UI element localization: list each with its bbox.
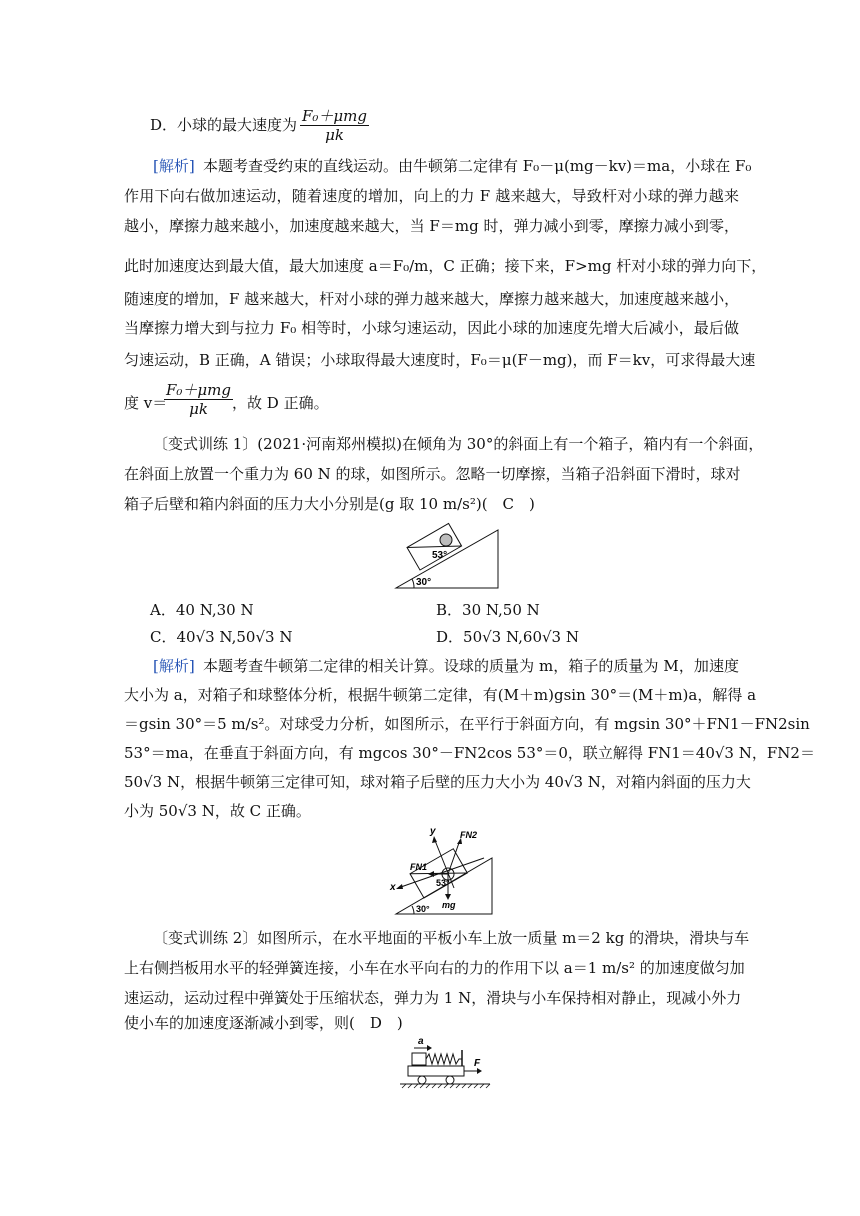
figure-box-on-incline [370, 522, 500, 594]
acceleration-arrow-head [427, 1045, 432, 1051]
ground-hatching [402, 1084, 490, 1088]
analysis-last-line [124, 382, 524, 424]
slope-angle-arc [412, 906, 414, 914]
mg-label: mg [442, 900, 456, 910]
analysis-line: 大小为 a，对箱子和球整体分析，根据牛顿第二定律，有(M＋m)gsin 30°＝(M＋m)a，解得 a [124, 686, 757, 704]
option-c: C．40√3 N,50√3 N [150, 628, 293, 646]
analysis-tag: [解析] [153, 657, 195, 675]
exercise-line: 〔变式训练 1〕(2021·河南郑州模拟)在倾角为 30°的斜面上有一个箱子，箱内有一个斜面， [153, 435, 764, 453]
analysis-line: 当摩擦力增大到与拉力 F₀ 相等时，小球匀速运动，因此小球的加速度先增大后减小，最后做 [124, 319, 739, 337]
fraction-denominator: μk [325, 126, 344, 144]
analysis-line: ＝gsin 30°＝5 m/s²。对球受力分析，如图所示，在平行于斜面方向，有 mgsin 30°＋FN1－FN2sin [124, 715, 810, 733]
force-label: F [474, 1058, 481, 1069]
analysis-line: 本题考查受约束的直线运动。由牛顿第二定律有 F₀－μ(mg－kv)＝ma，小球在 F₀ [203, 157, 752, 175]
option-b: B．30 N,50 N [436, 601, 540, 619]
option-d-label: D．小球的最大速度为 [150, 116, 298, 134]
wheel-right [446, 1076, 454, 1084]
exercise-line: 箱子后壁和箱内斜面的压力大小分别是(g 取 10 m/s²)( C ) [124, 495, 535, 513]
fraction-numerator: F₀＋μmg [302, 107, 367, 125]
figure-force-diagram [388, 818, 518, 918]
option-d-fraction [300, 108, 369, 144]
y-arrow-head [432, 836, 437, 843]
exercise-line: 使小车的加速度逐渐减小到零，则( D ) [124, 1014, 403, 1032]
angle-53-label: 53° [436, 878, 450, 888]
option-a: A．40 N,30 N [150, 601, 254, 619]
wheel-left [418, 1076, 426, 1084]
analysis-line: 小为 50√3 N，故 C 正确。 [124, 802, 311, 820]
analysis-line: 此时加速度达到最大值，最大加速度 a＝F₀/m，C 正确；接下来，F>mg 杆对小球的弹力向下， [124, 257, 767, 275]
box-angle-label: 53° [432, 550, 448, 561]
fraction-denominator: μk [189, 400, 208, 418]
fn2-label: FN2 [460, 830, 478, 840]
analysis-tag: [解析] [153, 157, 195, 175]
exercise-line: 速运动，运动过程中弹簧处于压缩状态，弹力为 1 N，滑块与小车保持相对静止，现减小外力 [124, 989, 742, 1007]
exercise-line: 在斜面上放置一个重力为 60 N 的球，如图所示。忽略一切摩擦，当箱子沿斜面下滑时，球对 [124, 465, 741, 483]
slope-angle-label: 30° [416, 577, 432, 588]
slope-angle-arc [412, 579, 414, 588]
last-suffix: ，故 D 正确。 [232, 394, 329, 412]
exercise-line: 〔变式训练 2〕如图所示，在水平地面的平板小车上放一质量 m＝2 kg 的滑块，滑块与车 [153, 929, 750, 947]
analysis-line: 匀速运动，B 正确，A 错误；小球取得最大速度时，F₀＝μ(F－mg)，而 F＝kv，可求得最大速 [124, 351, 756, 369]
fn1-label: FN1 [410, 862, 428, 872]
analysis-line: 53°＝ma，在垂直于斜面方向，有 mgcos 30°－FN2cos 53°＝0，联立解得 FN1＝40√3 N，FN2＝ [124, 744, 815, 762]
analysis-line: 作用下向右做加速运动，随着速度的增加，向上的力 F 越来越大，导致杆对小球的弹力越来 [124, 187, 739, 205]
x-arrow-head [396, 884, 403, 889]
analysis-line: 本题考查牛顿第二定律的相关计算。设球的质量为 m，箱子的质量为 M，加速度 [203, 657, 739, 675]
ball [440, 534, 452, 546]
option-d [150, 108, 410, 148]
analysis-line: 越小，摩擦力越来越小，加速度越来越大，当 F＝mg 时，弹力减小到零，摩擦力减小到零， [124, 217, 739, 235]
slope-angle-label: 30° [416, 904, 430, 914]
fraction-numerator: F₀＋μmg [166, 381, 231, 399]
exercise-line: 上右侧挡板用水平的轻弹簧连接，小车在水平向右的力的作用下以 a＝1 m/s² 的加速度做匀加 [124, 959, 745, 977]
box-outline [407, 523, 462, 570]
figure-cart-spring [396, 1036, 496, 1096]
option-d-ex1: D．50√3 N,60√3 N [436, 628, 579, 646]
y-axis-label: y [430, 826, 436, 837]
velocity-fraction [164, 382, 233, 418]
slider-block [412, 1053, 426, 1065]
analysis-line: 50√3 N，根据牛顿第三定律可知，球对箱子后壁的压力大小为 40√3 N，对箱内斜面的压力大 [124, 773, 751, 791]
analysis-line: 随速度的增加，F 越来越大，杆对小球的弹力越来越大，摩擦力越来越大，加速度越来越小， [124, 290, 740, 308]
spring [426, 1054, 462, 1064]
x-axis-label: x [390, 882, 396, 893]
last-prefix: 度 v＝ [124, 394, 168, 412]
cart-platform [408, 1066, 464, 1076]
acceleration-label: a [418, 1036, 424, 1047]
